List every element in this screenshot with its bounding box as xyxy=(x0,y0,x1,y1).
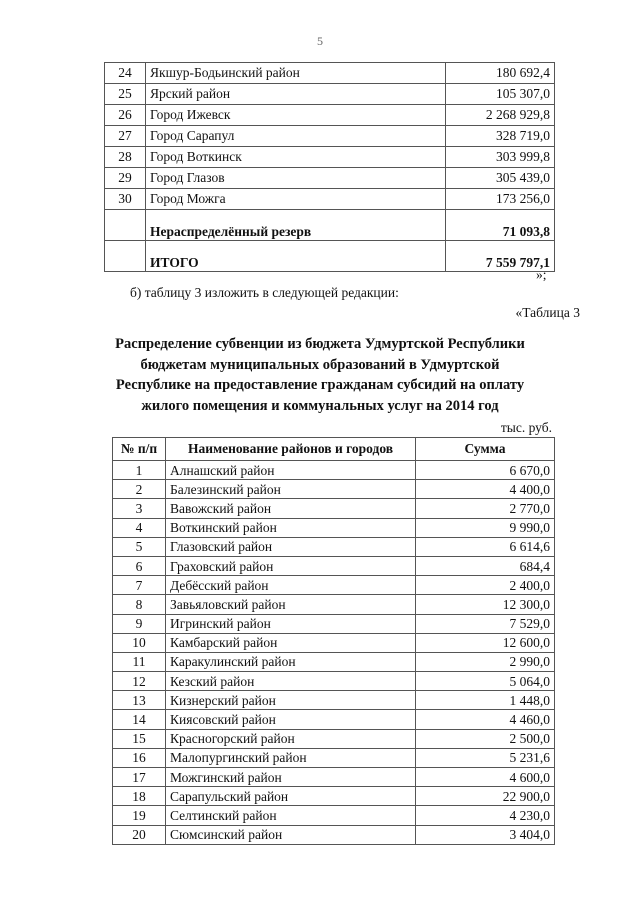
row-sum: 684,4 xyxy=(416,556,555,575)
row-name: Ярский район xyxy=(146,84,446,105)
row-number: 13 xyxy=(113,691,166,710)
row-sum: 4 230,0 xyxy=(416,806,555,825)
row-name: Игринский район xyxy=(166,614,416,633)
instruction-text: б) таблицу 3 изложить в следующей редакции: xyxy=(130,285,399,300)
row-sum: 305 439,0 xyxy=(446,168,555,189)
row-number: 24 xyxy=(105,63,146,84)
row-name: Город Глазов xyxy=(146,168,446,189)
total-row xyxy=(105,241,555,272)
table-row xyxy=(105,147,555,168)
table-row xyxy=(105,168,555,189)
row-sum: 12 600,0 xyxy=(416,633,555,652)
row-number: 4 xyxy=(113,518,166,537)
table-row xyxy=(113,787,555,806)
row-number: 2 xyxy=(113,480,166,499)
row-name: Воткинский район xyxy=(166,518,416,537)
row-sum: 2 400,0 xyxy=(416,576,555,595)
allocation-table-continued xyxy=(104,62,555,272)
row-number: 9 xyxy=(113,614,166,633)
row-name: Дебёсский район xyxy=(166,576,416,595)
table-row xyxy=(113,806,555,825)
table-row xyxy=(113,652,555,671)
reserve-row xyxy=(105,210,555,241)
row-number: 14 xyxy=(113,710,166,729)
row-sum: 6 614,6 xyxy=(416,537,555,556)
table-row xyxy=(105,189,555,210)
reserve-label: Нераспределённый резерв xyxy=(146,210,446,241)
row-sum: 5 064,0 xyxy=(416,672,555,691)
row-sum: 303 999,8 xyxy=(446,147,555,168)
header-name: Наименование районов и городов xyxy=(166,438,416,461)
row-name: Сарапульский район xyxy=(166,787,416,806)
row-name: Камбарский район xyxy=(166,633,416,652)
row-name: Селтинский район xyxy=(166,806,416,825)
table-row xyxy=(113,518,555,537)
units-label: тыс. руб. xyxy=(500,420,552,435)
table-row xyxy=(105,84,555,105)
row-name: Город Воткинск xyxy=(146,147,446,168)
row-name: Кезский район xyxy=(166,672,416,691)
close-quote: »; xyxy=(536,267,547,282)
header-number: № п/п xyxy=(113,438,166,461)
row-sum: 6 670,0 xyxy=(416,461,555,480)
table-row xyxy=(113,614,555,633)
row-number: 1 xyxy=(113,461,166,480)
row-sum: 4 400,0 xyxy=(416,480,555,499)
reserve-sum: 71 093,8 xyxy=(446,210,555,241)
table-3 xyxy=(112,437,555,845)
table-title: Распределение субвенции из бюджета Удмуртской Республики бюджетам муниципальных образований в Удмуртской Республике на предоставление гражданам субсидий на оплату жилого помещения и коммунальных услуг на 2014 год xyxy=(115,336,525,414)
row-name: Якшур-Бодьинский район xyxy=(146,63,446,84)
table-row xyxy=(113,729,555,748)
table-row xyxy=(113,461,555,480)
row-number: 25 xyxy=(105,84,146,105)
row-name: Алнашский район xyxy=(166,461,416,480)
table-row xyxy=(113,768,555,787)
row-name: Глазовский район xyxy=(166,537,416,556)
row-sum: 9 990,0 xyxy=(416,518,555,537)
table-label: «Таблица 3 xyxy=(515,305,580,320)
row-number: 10 xyxy=(113,633,166,652)
table-row xyxy=(105,63,555,84)
table-row xyxy=(113,556,555,575)
table-row xyxy=(113,748,555,767)
row-number: 6 xyxy=(113,556,166,575)
row-sum: 4 600,0 xyxy=(416,768,555,787)
header-row xyxy=(113,438,555,461)
row-number: 7 xyxy=(113,576,166,595)
table-row xyxy=(113,633,555,652)
row-name: Красногорский район xyxy=(166,729,416,748)
table-row xyxy=(113,595,555,614)
row-number: 26 xyxy=(105,105,146,126)
row-sum: 328 719,0 xyxy=(446,126,555,147)
row-number: 17 xyxy=(113,768,166,787)
row-name: Граховский район xyxy=(166,556,416,575)
row-number: 20 xyxy=(113,825,166,844)
total-label: ИТОГО xyxy=(146,241,446,272)
row-name: Можгинский район xyxy=(166,768,416,787)
row-number: 3 xyxy=(113,499,166,518)
page-number: 5 xyxy=(317,34,323,48)
row-name: Завьяловский район xyxy=(166,595,416,614)
table-row xyxy=(113,537,555,556)
row-name: Сюмсинский район xyxy=(166,825,416,844)
table-row xyxy=(113,825,555,844)
row-number: 11 xyxy=(113,652,166,671)
row-sum: 105 307,0 xyxy=(446,84,555,105)
table-row xyxy=(105,126,555,147)
table-row xyxy=(113,499,555,518)
row-name: Каракулинский район xyxy=(166,652,416,671)
header-sum: Сумма xyxy=(416,438,555,461)
row-number: 27 xyxy=(105,126,146,147)
row-number: 30 xyxy=(105,189,146,210)
row-name: Вавожский район xyxy=(166,499,416,518)
row-number: 8 xyxy=(113,595,166,614)
row-name: Киясовский район xyxy=(166,710,416,729)
table-row xyxy=(113,672,555,691)
row-name: Город Сарапул xyxy=(146,126,446,147)
table-row xyxy=(105,105,555,126)
row-number: 12 xyxy=(113,672,166,691)
row-number: 19 xyxy=(113,806,166,825)
row-name: Кизнерский район xyxy=(166,691,416,710)
row-sum: 2 268 929,8 xyxy=(446,105,555,126)
row-sum: 4 460,0 xyxy=(416,710,555,729)
table-row xyxy=(113,480,555,499)
row-sum: 7 529,0 xyxy=(416,614,555,633)
row-sum: 2 990,0 xyxy=(416,652,555,671)
row-sum: 173 256,0 xyxy=(446,189,555,210)
row-name: Балезинский район xyxy=(166,480,416,499)
row-sum: 2 770,0 xyxy=(416,499,555,518)
row-name: Город Можга xyxy=(146,189,446,210)
table-row xyxy=(113,710,555,729)
row-number: 15 xyxy=(113,729,166,748)
row-sum: 2 500,0 xyxy=(416,729,555,748)
row-name: Город Ижевск xyxy=(146,105,446,126)
row-sum: 12 300,0 xyxy=(416,595,555,614)
row-number: 28 xyxy=(105,147,146,168)
total-sum: 7 559 797,1 xyxy=(446,241,555,272)
row-sum: 3 404,0 xyxy=(416,825,555,844)
table-row xyxy=(113,691,555,710)
row-sum: 1 448,0 xyxy=(416,691,555,710)
row-sum: 180 692,4 xyxy=(446,63,555,84)
row-number: 5 xyxy=(113,537,166,556)
row-number: 29 xyxy=(105,168,146,189)
row-number: 16 xyxy=(113,748,166,767)
row-sum: 5 231,6 xyxy=(416,748,555,767)
row-number: 18 xyxy=(113,787,166,806)
table-row xyxy=(113,576,555,595)
row-sum: 22 900,0 xyxy=(416,787,555,806)
row-name: Малопургинский район xyxy=(166,748,416,767)
